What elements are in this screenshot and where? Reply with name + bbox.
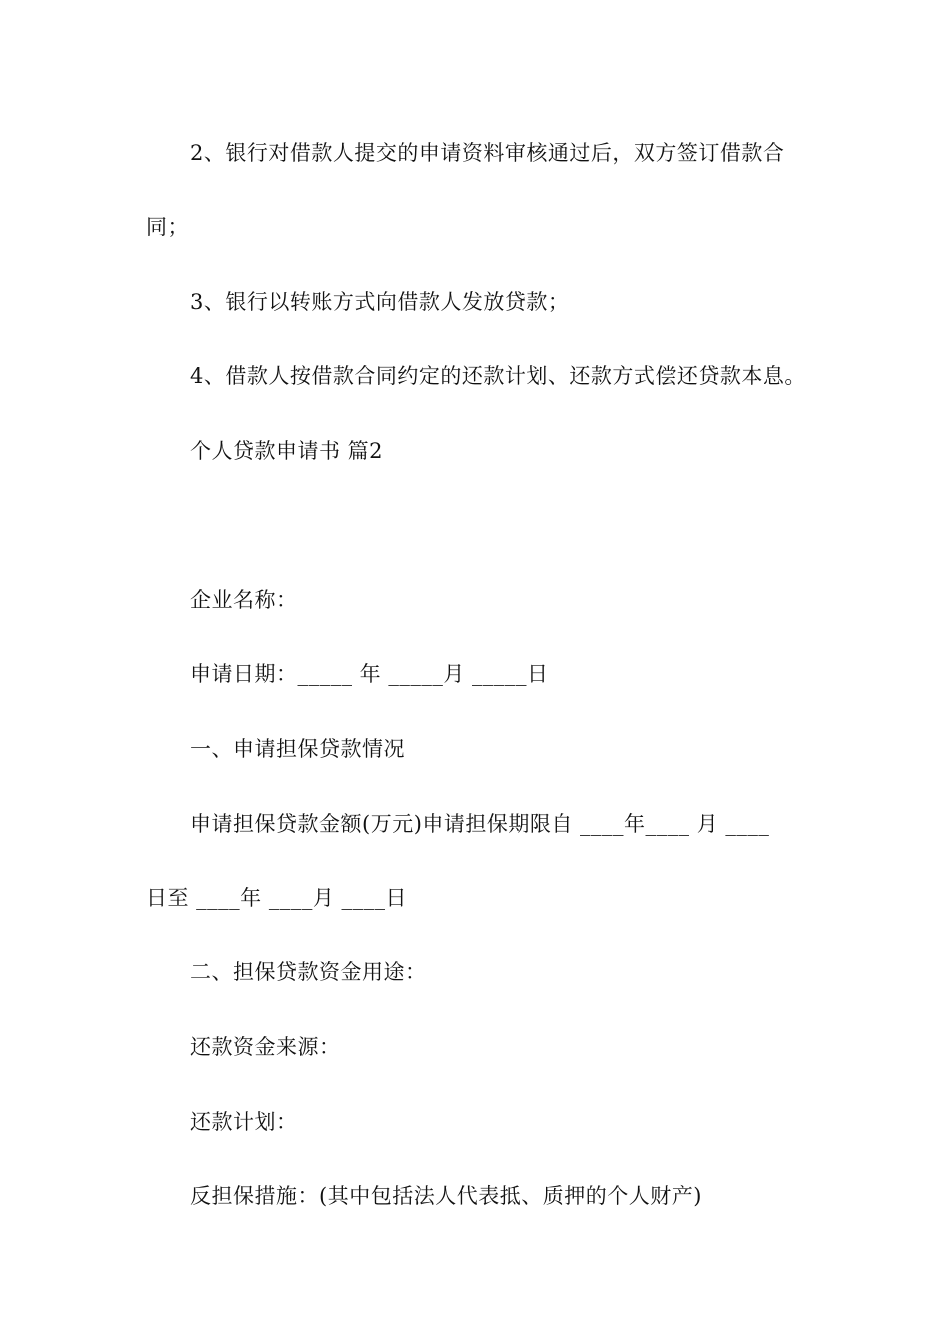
section-heading: 个人贷款申请书 篇2 bbox=[190, 439, 384, 463]
counter-guarantee-field: 反担保措施：(其中包括法人代表抵、质押的个人财产) bbox=[190, 1184, 702, 1208]
application-date-field: 申请日期：_____ 年 _____月 _____日 bbox=[190, 662, 549, 686]
paragraph-step-2: 2、银行对借款人提交的申请资料审核通过后，双方签订借款合 bbox=[190, 141, 785, 165]
loan-amount-period-field: 申请担保贷款金额(万元)申请担保期限自 ____年____ 月 ____ bbox=[190, 812, 770, 836]
paragraph-step-4: 4、借款人按借款合同约定的还款计划、还款方式偿还贷款本息。 bbox=[190, 364, 806, 388]
company-name-field: 企业名称： bbox=[190, 588, 298, 612]
repayment-plan-field: 还款计划： bbox=[190, 1110, 298, 1134]
section-two-heading: 二、担保贷款资金用途： bbox=[190, 960, 427, 984]
paragraph-step-3: 3、银行以转账方式向借款人发放贷款； bbox=[190, 290, 570, 314]
repayment-source-field: 还款资金来源： bbox=[190, 1035, 341, 1059]
loan-period-end-field: 日至 ____年 ____月 ____日 bbox=[146, 886, 408, 910]
paragraph-step-2-continued: 同； bbox=[146, 215, 189, 239]
section-one-heading: 一、申请担保贷款情况 bbox=[190, 737, 405, 761]
